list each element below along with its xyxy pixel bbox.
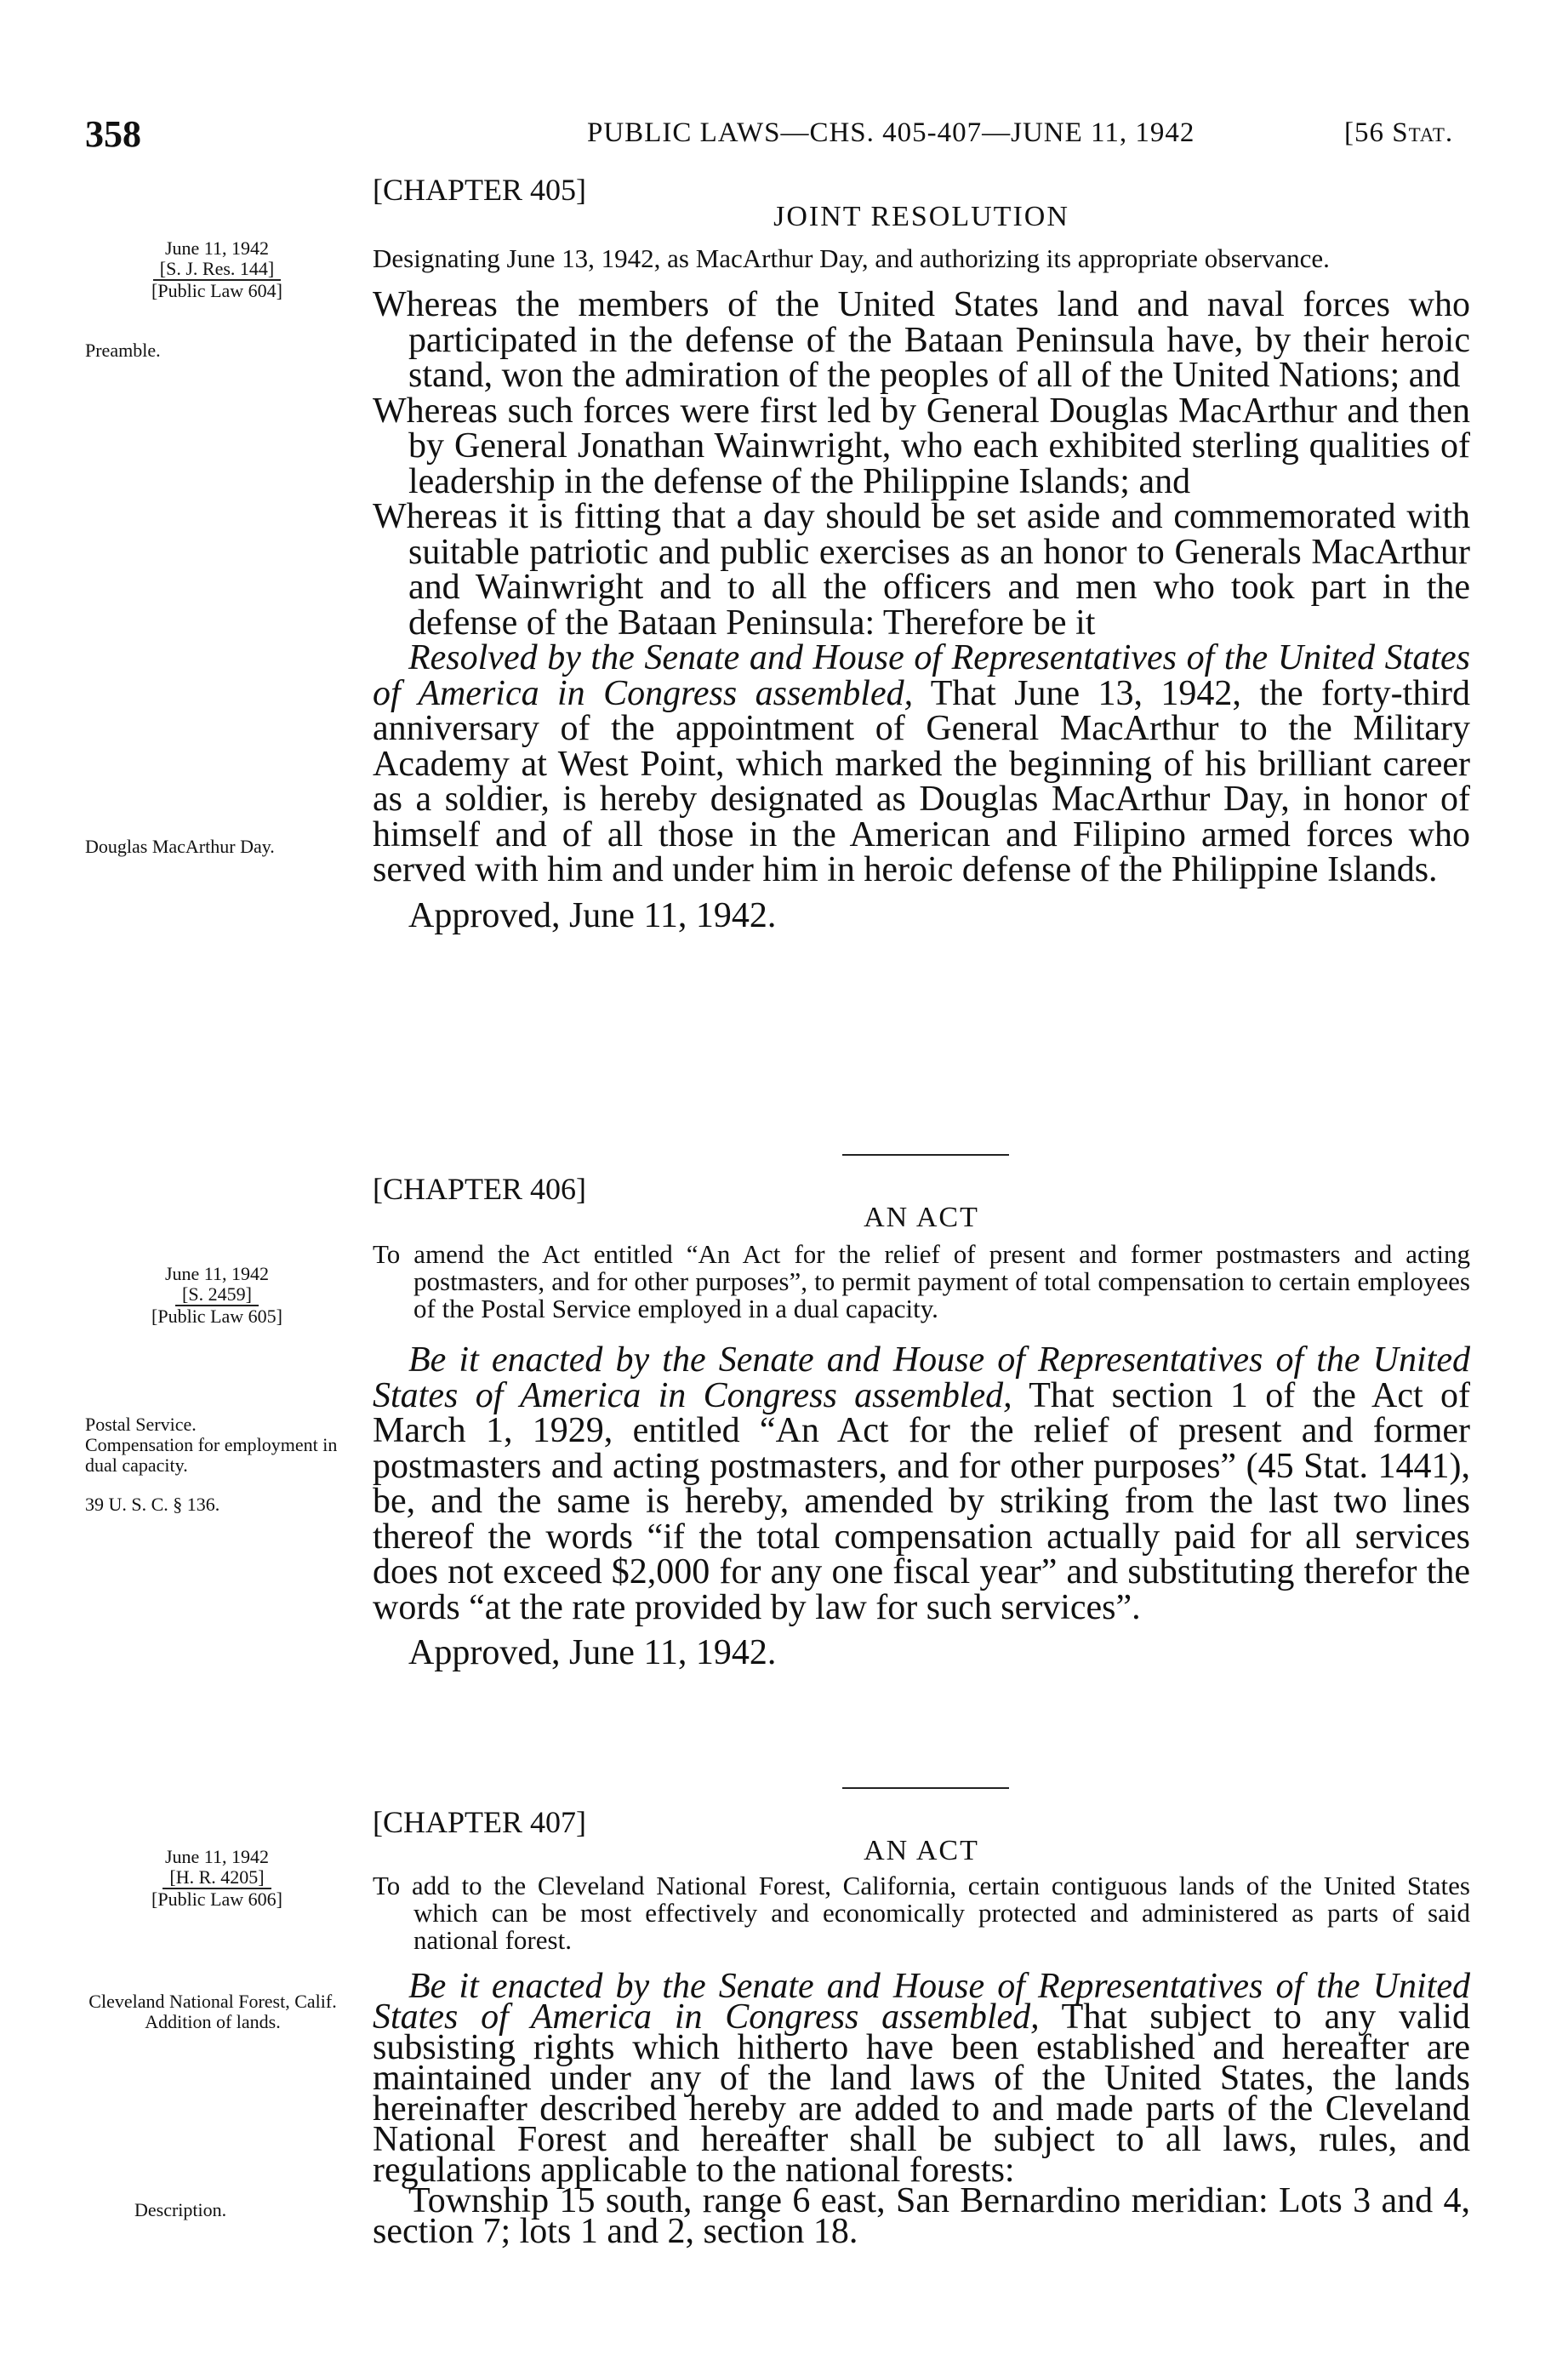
ch407-subject-2: Addition of lands. <box>145 2011 281 2032</box>
ch405-body <box>373 285 1470 889</box>
ch405-resolution <box>373 638 1470 889</box>
ch405-date: June 11, 1942 <box>164 237 269 259</box>
ch407-kind: AN ACT <box>864 1835 979 1866</box>
volume-statutes-label: Stat. <box>1392 117 1454 148</box>
ch407-enacting-clause: Be it enacted by the Senate and House of Representatives of the United States of America in Congress assembled, <box>373 1967 1470 2037</box>
ch407-date: June 11, 1942 <box>164 1846 269 1867</box>
ch406-body <box>373 1340 1470 1627</box>
volume-prefix: [56 <box>1344 117 1393 148</box>
ch407-margin-description: Description. <box>134 2199 227 2220</box>
ch406-kind: AN ACT <box>864 1202 979 1233</box>
ch407-description-text: Township 15 south, range 6 east, San Bernardino meridian: Lots 3 and 4, section 7; lots 1 and 2, section 18. <box>373 2181 1470 2251</box>
ch405-margin-day-note: Douglas MacArthur Day. <box>85 836 275 857</box>
ch407-bill: [H. R. 4205] <box>163 1867 271 1889</box>
ch406-margin-subject <box>85 1414 340 1515</box>
ch406-date: June 11, 1942 <box>164 1263 269 1284</box>
ch405-approved: Approved, June 11, 1942. <box>408 895 777 935</box>
ch407-chapter-label: [CHAPTER 407] <box>373 1805 586 1839</box>
ch406-bill: [S. 2459] <box>175 1284 259 1306</box>
ch406-approved: Approved, June 11, 1942. <box>408 1633 777 1672</box>
ch406-enacting-clause: Be it enacted by the Senate and House of Representatives of the United States of America in Congress assembled, <box>373 1340 1470 1415</box>
running-header-title: PUBLIC LAWS—CHS. 405-407—JUNE 11, 1942 <box>587 117 1195 148</box>
ch407-law: [Public Law 606] <box>151 1888 282 1910</box>
separator-rule <box>842 1787 1009 1789</box>
ch406-subject-1: Postal Service. <box>85 1414 197 1435</box>
ch406-summary: To amend the Act entitled “An Act for the relief of present and former postmasters and acting postmasters, and for other purposes”, to permit payment of total compensation to certain employees of the Postal Service employed in a dual capacity. <box>373 1239 1470 1323</box>
ch406-text: That section 1 of the Act of March 1, 1929, entitled “An Act for the relief of present and former postmasters and acting postmasters, and for other purposes” (45 Stat. 1441), be, and the same is hereby, amended by striking from the last two lines thereof the words “if the total compensation actually paid for all services does not exceed $2,000 for any one fiscal year” and substituting therefor the words “at the rate provided by law for such services”. <box>373 1375 1470 1627</box>
ch405-resolved-text: That June 13, 1942, the forty-third anniversary of the appointment of General MacArthur to the Military Academy at West Point, which marked the beginning of his brilliant career as a soldier, is hereby designated as Douglas MacArthur Day, in honor of himself and of all those in the American and Filipino armed forces who served with him and under him in heroic defense of the Philippine Islands. <box>373 673 1470 889</box>
ch407-text: That subject to any valid subsisting rights which hitherto have been established and hereafter are maintained under any of the land laws of the United States, the lands hereinafter described hereby are added to and made parts of the Cleveland National Forest and hereafter shall be subject to all laws, rules, and regulations applicable to the national forests: <box>373 1997 1470 2190</box>
ch406-citation: 39 U. S. C. § 136. <box>85 1494 220 1515</box>
ch405-law: [Public Law 604] <box>151 280 282 301</box>
ch407-enactment <box>373 1967 1470 2190</box>
ch406-enactment <box>373 1340 1470 1627</box>
ch405-margin-citation <box>85 238 349 301</box>
ch406-margin-citation <box>85 1264 349 1327</box>
ch405-whereas-1: Whereas the members of the United States land and naval forces who participated in the defense of the Bataan Peninsula have, by their heroic stand, won the admiration of the peoples of all of the United Nations; and <box>373 285 1470 395</box>
ch407-subject-1: Cleveland National Forest, Calif. <box>88 1991 337 2012</box>
ch407-body <box>373 1967 1470 2251</box>
ch407-margin-citation <box>85 1847 349 1910</box>
ch406-chapter-label: [CHAPTER 406] <box>373 1172 586 1206</box>
ch407-margin-subject <box>85 1991 340 2032</box>
ch406-subject-2: Compensation for employment in dual capacity. <box>85 1434 338 1476</box>
ch405-bill: [S. J. Res. 144] <box>153 259 281 281</box>
ch405-chapter-label: [CHAPTER 405] <box>373 173 586 207</box>
separator-rule <box>842 1154 1009 1156</box>
ch406-section <box>373 1171 1470 1673</box>
ch405-section <box>373 172 1470 936</box>
volume-reference <box>1344 117 1453 149</box>
page-number: 358 <box>85 113 141 155</box>
ch407-summary: To add to the Cleveland National Forest, California, certain contiguous lands of the United States which can be most effectively and economically protected and administered as parts of said national forest. <box>373 1871 1470 1955</box>
ch406-law: [Public Law 605] <box>151 1306 282 1327</box>
ch405-summary: Designating June 13, 1942, as MacArthur Day, and authorizing its appropriate observance. <box>373 243 1330 273</box>
ch405-margin-preamble: Preamble. <box>85 340 161 361</box>
ch407-section <box>373 1804 1470 2251</box>
ch405-whereas-2: Whereas such forces were first led by General Douglas MacArthur and then by General Jonathan Wainwright, who each exhibited sterling qualities of leadership in the defense of the Philippine Islands; and <box>373 391 1470 501</box>
ch405-whereas-3: Whereas it is fitting that a day should be set aside and commemorated with suitable patriotic and public exercises as an honor to Generals MacArthur and Wainwright and to all the officers and men who took part in the defense of the Bataan Peninsula: Therefore be it <box>373 497 1470 643</box>
ch405-resolved-clause: Resolved by the Senate and House of Representatives of the United States of America in Congress assembled, <box>373 638 1470 713</box>
ch405-kind: JOINT RESOLUTION <box>773 201 1069 232</box>
